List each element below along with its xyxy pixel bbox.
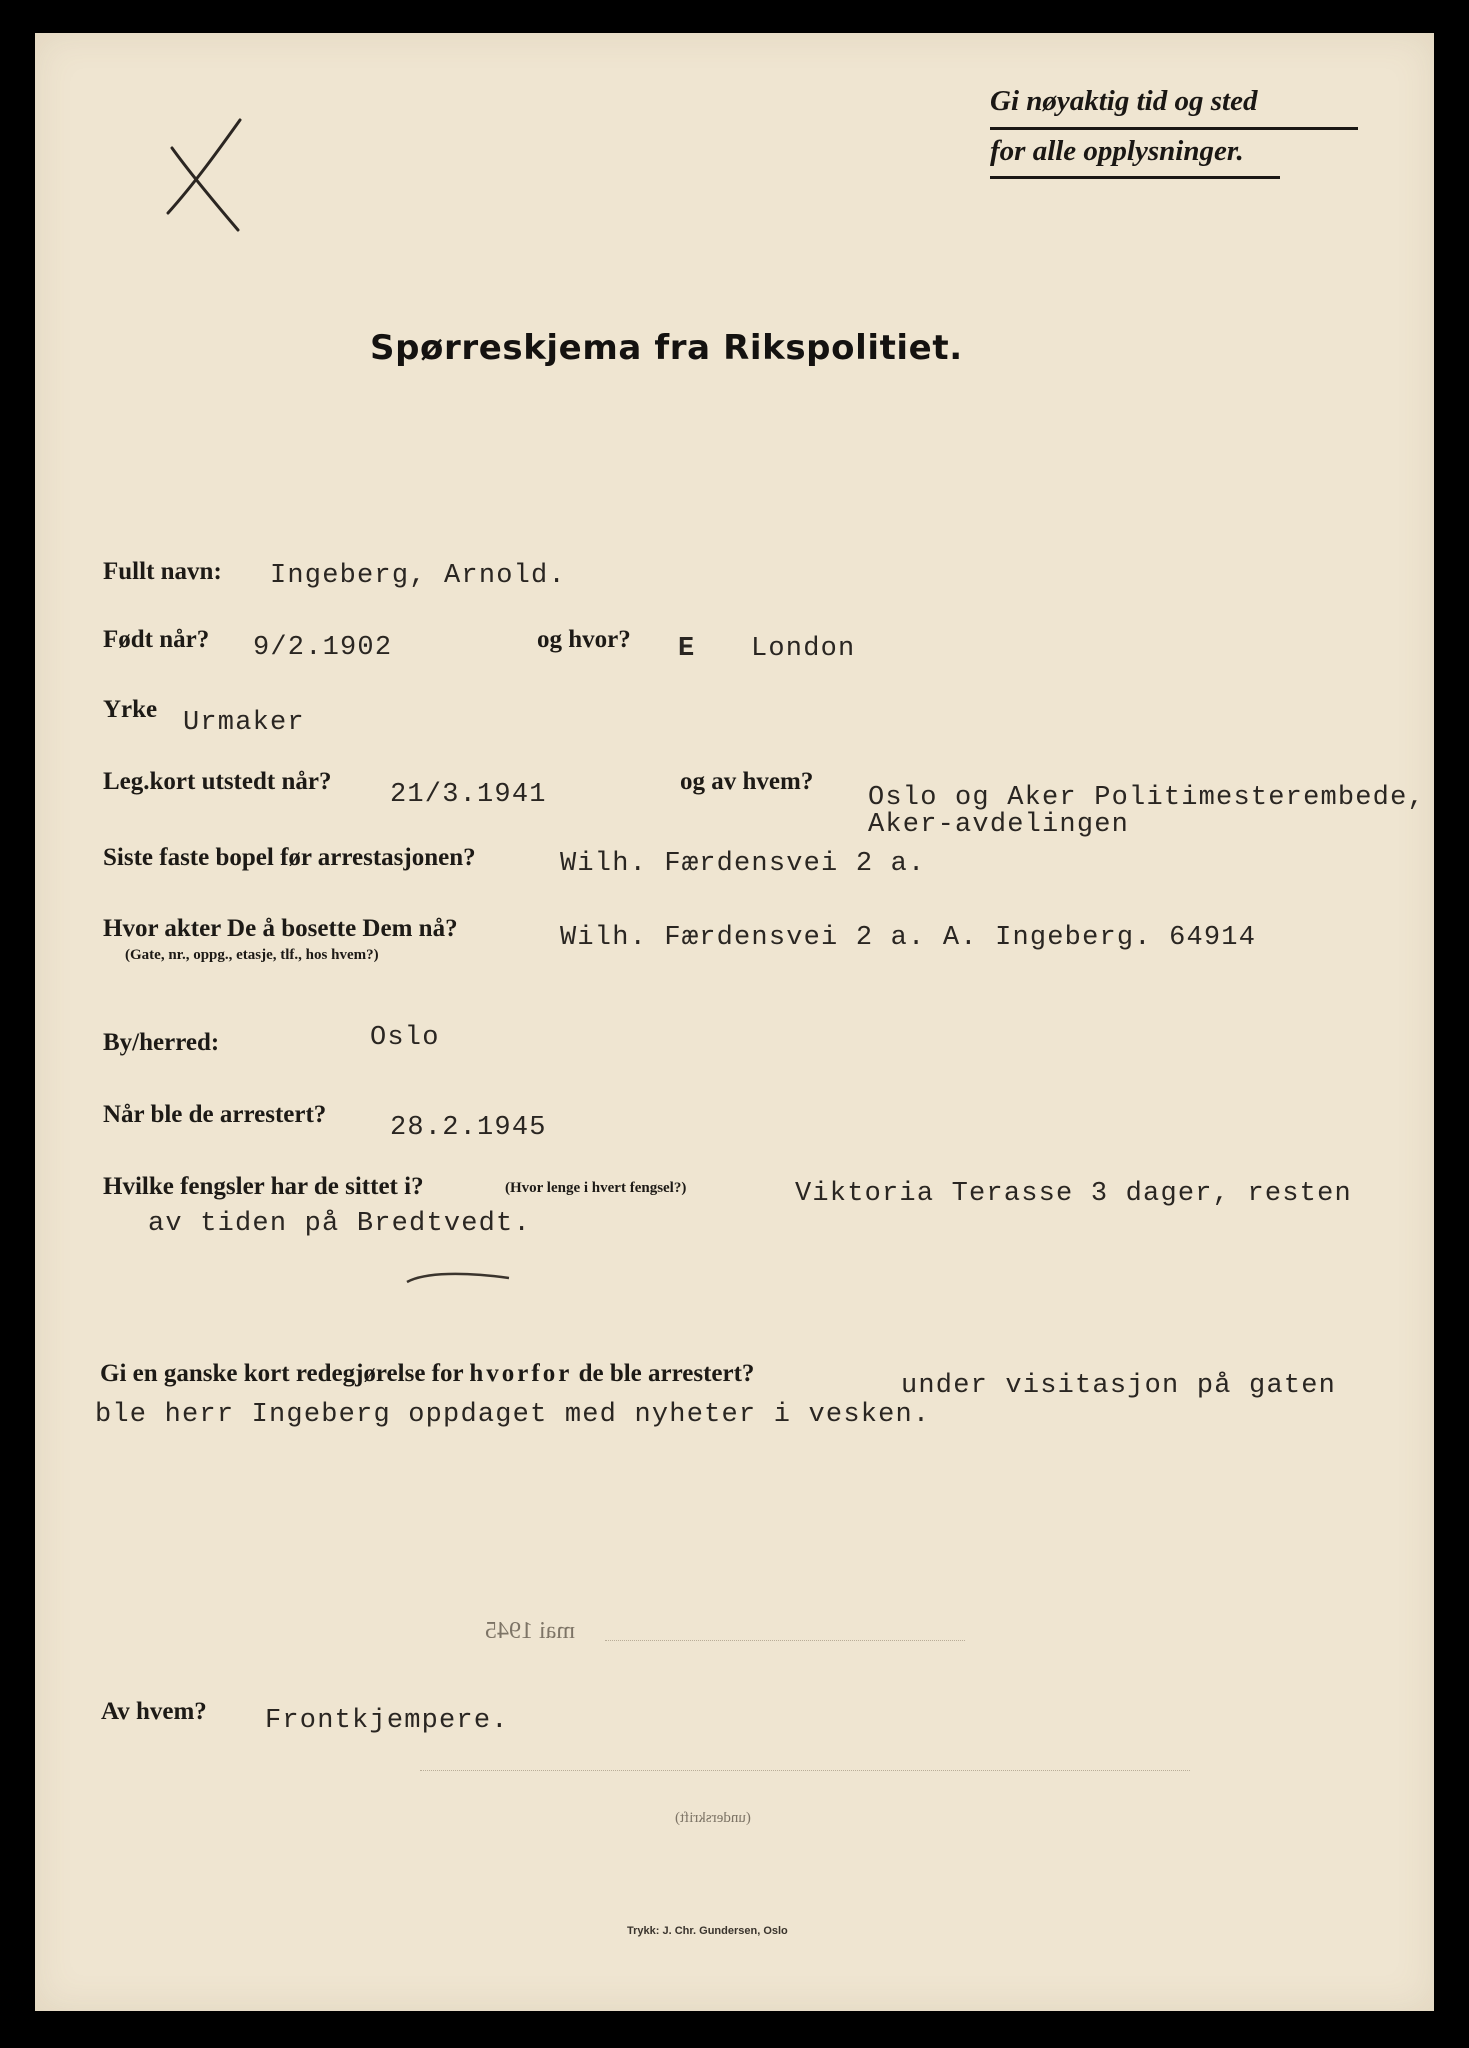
- label-legkort-hvem: og av hvem?: [680, 768, 814, 795]
- instruction-underline-1: [990, 127, 1358, 130]
- separator-flourish: [405, 1268, 515, 1288]
- label-arrestert-nar: Når ble de arrestert?: [103, 1101, 327, 1128]
- sublabel-bosette: (Gate, nr., oppg., etasje, tlf., hos hvem?): [125, 947, 379, 963]
- label-yrke: Yrke: [103, 696, 158, 723]
- label-fengsler: Hvilke fengsler har de sittet i?: [103, 1173, 424, 1200]
- value-siste-bopel: Wilh. Færdensvei 2 a.: [560, 849, 926, 879]
- value-redegjorelse-2: ble herr Ingeberg oppdaget med nyheter i vesken.: [95, 1400, 931, 1430]
- value-fodt-nar: 9/2.1902: [253, 633, 393, 663]
- label-og-hvor: og hvor?: [537, 626, 631, 653]
- value-yrke: Urmaker: [183, 708, 305, 738]
- label-fullt-navn: Fullt navn:: [103, 558, 222, 585]
- value-by-herred: Oslo: [370, 1023, 440, 1053]
- value-legkort-nar: 21/3.1941: [390, 780, 547, 810]
- value-fullt-navn: Ingeberg, Arnold.: [270, 561, 566, 591]
- value-av-hvem: Frontkjempere.: [265, 1706, 509, 1736]
- value-arrestert-nar: 28.2.1945: [390, 1113, 547, 1143]
- label-av-hvem: Av hvem?: [101, 1698, 207, 1725]
- instruction-line-2: for alle opplysninger.: [990, 135, 1244, 167]
- instruction-underline-2: [990, 176, 1280, 179]
- document-page: [35, 33, 1434, 2011]
- label-siste-bopel: Siste faste bopel før arrestasjonen?: [103, 844, 476, 871]
- label-fodt-nar: Født når?: [103, 626, 210, 653]
- label-bosette: Hvor akter De å bosette Dem nå?: [103, 915, 458, 942]
- printer-imprint: Trykk: J. Chr. Gundersen, Oslo: [627, 1925, 788, 1937]
- value-fengsler-2: av tiden på Bredtvedt.: [148, 1209, 531, 1239]
- form-title: Spørreskjema fra Rikspolitiet.: [370, 328, 963, 368]
- sublabel-fengsler: (Hvor lenge i hvert fengsel?): [505, 1180, 687, 1196]
- handwritten-x-mark: [160, 108, 250, 238]
- signature-dotted-line: [420, 1770, 1190, 1771]
- value-og-hvor: London: [751, 634, 856, 664]
- value-redegjorelse-1: under visitasjon på gaten: [901, 1371, 1337, 1401]
- strikeover-mark: E: [678, 634, 696, 664]
- label-by-herred: By/herred:: [103, 1029, 220, 1056]
- value-legkort-hvem-2: Aker-avdelingen: [868, 810, 1130, 840]
- date-dotted-line: [605, 1640, 965, 1641]
- value-legkort-hvem-1: Oslo og Aker Politimesterembede,: [868, 783, 1425, 813]
- bleed-through-date: mai 1945: [485, 1618, 575, 1644]
- value-bosette: Wilh. Færdensvei 2 a. A. Ingeberg. 64914: [560, 923, 1257, 953]
- label-legkort-nar: Leg.kort utstedt når?: [103, 768, 332, 795]
- label-redegjorelse: Gi en ganske kort redegjørelse for hvorfor de ble arrestert?: [100, 1360, 755, 1387]
- instruction-line-1: Gi nøyaktig tid og sted: [990, 85, 1258, 117]
- bleed-through-signature-note: (underskrift): [675, 1810, 751, 1826]
- value-fengsler-1: Viktoria Terasse 3 dager, resten: [795, 1179, 1352, 1209]
